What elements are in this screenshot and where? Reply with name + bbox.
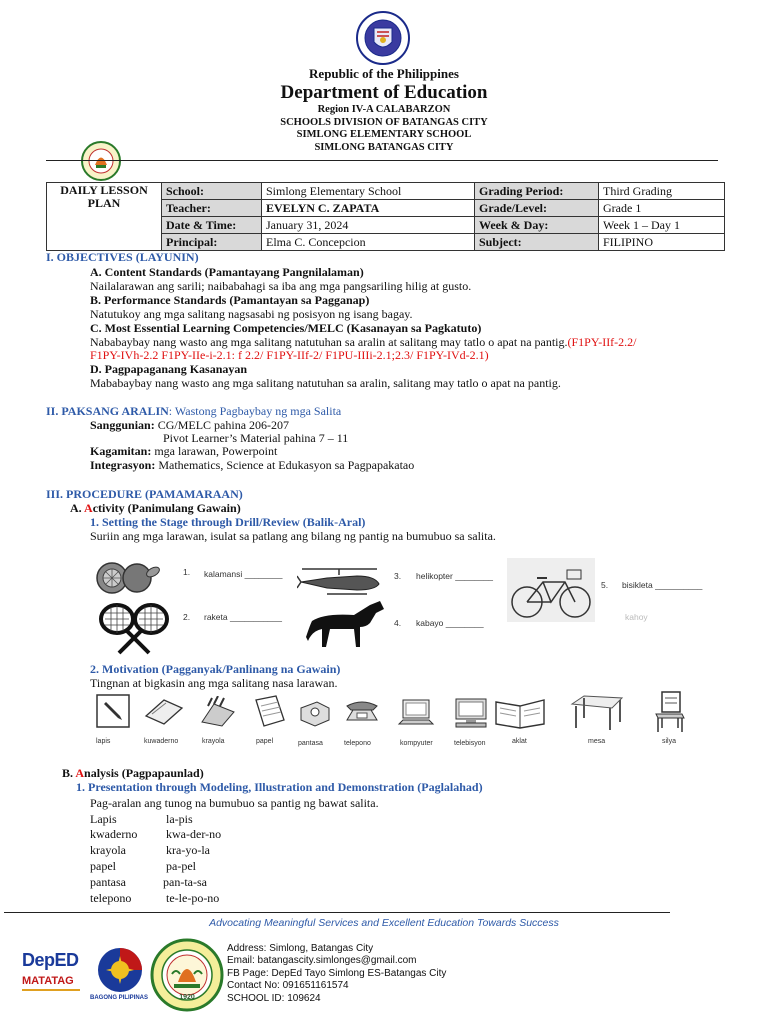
footer-fb-page: FB Page: DepEd Tayo Simlong ES-Batangas City: [227, 967, 447, 979]
performance-standards-heading: B. Performance Standards (Pamantayan sa Pagganap): [90, 293, 370, 307]
deped-logo-text: DepED: [22, 950, 79, 970]
aklat-icon: [494, 694, 546, 730]
school-value: Simlong Elementary School: [262, 183, 475, 200]
motiv-label-lapis: lapis: [96, 738, 111, 745]
motiv-label-aklat: aklat: [512, 738, 527, 745]
header-republic: Republic of the Philippines: [309, 66, 459, 81]
bagong-pilipinas-icon: [96, 946, 144, 994]
drill-text: Suriin ang mga larawan, isulat sa patlang ang bilang ng pantig na bumubuo sa salita.: [90, 529, 496, 543]
school-seal-icon: [77, 140, 125, 182]
activity-rest: ctivity (Panimulang Gawain): [92, 501, 241, 515]
footer-address: Address: Simlong, Batangas City: [227, 943, 374, 954]
drill-num-1: 1.: [183, 567, 191, 577]
motiv-label-kompyuter: kompyuter: [400, 740, 433, 747]
date-time-value: January 31, 2024: [262, 217, 475, 234]
header-department: Department of Education: [280, 82, 488, 103]
sanggunian-label: Sanggunian:: [90, 418, 155, 432]
kagamitan-line: [90, 444, 277, 459]
telebisyon-icon: [452, 697, 490, 729]
footer-slogan: Advocating Meaningful Services and Excellent Education Towards Success: [209, 917, 559, 929]
analysis-letter: A: [75, 766, 85, 780]
syllable-word-1: Lapis: [90, 812, 117, 826]
activity-prefix: A.: [70, 501, 85, 515]
integrasyon-text: Mathematics, Science at Edukasyon sa Pagpapakatao: [155, 458, 415, 472]
integrasyon-label: Integrasyon:: [90, 458, 156, 472]
melc-heading: C. Most Essential Learning Competencies/MELC (Kasanayan sa Pagkatuto): [90, 321, 482, 335]
syllable-word-4: papel: [90, 859, 116, 873]
syllable-word-2: kwaderno: [90, 827, 138, 841]
papel-icon: [252, 694, 288, 728]
syllable-split-3: kra-yo-la: [166, 843, 210, 857]
melc-codes-1: (F1PY-IIf-2.2/: [567, 335, 637, 349]
drill-label-helikopter: helikopter ________: [416, 571, 494, 581]
syllable-split-1: la-pis: [166, 812, 193, 826]
principal-label: Principal:: [162, 234, 262, 251]
raketa-icon: [95, 601, 175, 655]
kagamitan-label: Kagamitan:: [90, 444, 152, 458]
melc-text-body: Nababaybay nang wasto ang mga salitang natutuhan sa aralin at salitang may tatlo o apat na pantig.: [90, 335, 568, 349]
footer-divider: [4, 912, 670, 913]
melc-codes-2: F1PY-IVh-2.2 F1PY-IIe-i-2.1: f 2.2/ F1PY-IIf-2/ F1PU-IIIi-2.1;2.3/ F1PY-IVd-2.1): [90, 348, 489, 362]
header-school: SIMLONG ELEMENTARY SCHOOL: [296, 129, 472, 140]
teacher-label: Teacher:: [162, 200, 262, 217]
krayola-icon: [198, 696, 238, 728]
syllable-word-5: pantasa: [90, 875, 126, 889]
syllable-split-5: pan-ta-sa: [163, 875, 207, 889]
activity-letter: A: [84, 501, 93, 515]
procedure-heading: III. PROCEDURE (PAMAMARAAN): [46, 487, 243, 501]
analysis-prefix: B.: [62, 766, 76, 780]
syllable-split-6: te-le-po-no: [166, 891, 220, 905]
analysis-heading: [62, 766, 204, 781]
performance-standards-text: Natutukoy ang mga salitang nagsasabi ng posisyon ng isang bagay.: [90, 307, 413, 321]
daily-lesson-plan-label: DAILY LESSON PLAN: [47, 183, 162, 251]
horse-icon: [304, 597, 392, 651]
deped-seal-icon: [350, 10, 416, 66]
header-division: SCHOOLS DIVISION OF BATANGAS CITY: [280, 116, 488, 128]
footer-contact-number: Contact No: 091651161574: [227, 980, 349, 992]
header-city: SIMLONG BATANGAS CITY: [314, 141, 454, 153]
motiv-label-kuwaderno: kuwaderno: [144, 738, 179, 745]
paksa-heading: [46, 404, 341, 419]
footer-contact-block: [227, 943, 446, 1005]
motiv-label-krayola: krayola: [202, 738, 225, 745]
bagong-pilipinas-text: BAGONG PILIPINAS: [90, 995, 149, 1001]
drill-num-3: 3.: [394, 571, 402, 581]
grade-level-label: Grade/Level:: [475, 200, 599, 217]
subject-label: Subject:: [475, 234, 599, 251]
school-label: School:: [162, 183, 262, 200]
drill-num-5: 5.: [601, 580, 609, 590]
week-day-value: Week 1 – Day 1: [599, 217, 725, 234]
objectives-heading: I. OBJECTIVES (LAYUNIN): [46, 250, 199, 264]
paksa-heading-label: II. PAKSANG ARALIN: [46, 404, 169, 418]
lesson-info-table: [46, 182, 725, 251]
teacher-value: EVELYN C. ZAPATA: [262, 200, 475, 217]
integrasyon-line: [90, 458, 414, 473]
grading-period-value: Third Grading: [599, 183, 725, 200]
motiv-label-telepono: telepono: [344, 740, 371, 747]
mesa-icon: [570, 694, 624, 732]
content-standards-text: Nailalarawan ang sarili; naibabahagi sa iba ang mga pangsariling hilig at gusto.: [90, 279, 472, 293]
drill-label-kabayo: kabayo ________: [416, 618, 484, 628]
motiv-label-papel: papel: [256, 738, 274, 745]
content-standards-heading: A. Content Standards (Pamantayang Pangnilalaman): [90, 265, 364, 279]
drill-num-2: 2.: [183, 612, 191, 622]
paksa-topic: : Wastong Pagbaybay ng mga Salita: [168, 404, 342, 418]
drill-label-bisikleta: bisikleta __________: [622, 580, 703, 590]
kalamansi-icon: [95, 558, 161, 598]
silya-icon: [652, 690, 688, 734]
sanggunian-text-2: Pivot Learner’s Material pahina 7 – 11: [163, 431, 349, 445]
principal-value: Elma C. Concepcion: [262, 234, 475, 251]
syllable-split-2: kwa-der-no: [166, 827, 222, 841]
pantasa-icon: [297, 698, 333, 728]
footer-email: Email: batangascity.simlonges@gmail.com: [227, 955, 417, 967]
matatag-underline: [22, 989, 80, 991]
lapis-icon: [96, 694, 130, 728]
header-region: Region IV-A CALABARZON: [317, 104, 451, 115]
activity-heading: [70, 501, 241, 516]
helicopter-icon: [297, 564, 387, 598]
footer-school-id: SCHOOL ID: 109624: [227, 992, 321, 1004]
analysis-rest: nalysis (Pagpapaunlad): [84, 766, 204, 780]
motiv-label-telebisyon: telebisyon: [454, 740, 486, 747]
grading-period-label: Grading Period:: [475, 183, 599, 200]
bicycle-icon: [507, 558, 595, 622]
enabling-skills-heading: D. Pagpapaganang Kasanayan: [90, 362, 248, 376]
grade-level-value: Grade 1: [599, 200, 725, 217]
drill-num-4: 4.: [394, 618, 402, 628]
telepono-icon: [343, 698, 381, 728]
motivation-text: Tingnan at bigkasin ang mga salitang nasa larawan.: [90, 676, 338, 690]
deped-matatag-logo: [22, 950, 90, 1010]
presentation-heading: 1. Presentation through Modeling, Illustration and Demonstration (Paglalahad): [76, 780, 483, 794]
kagamitan-text: mga larawan, Powerpoint: [151, 444, 278, 458]
syllable-word-6: telepono: [90, 891, 132, 905]
syllable-split-4: pa-pel: [166, 859, 196, 873]
drill-heading: 1. Setting the Stage through Drill/Review (Balik-Aral): [90, 515, 366, 529]
sanggunian-text: CG/MELC pahina 206-207: [154, 418, 290, 432]
date-time-label: Date & Time:: [162, 217, 262, 234]
school-seal-year: 1920: [179, 994, 195, 1001]
subject-value: FILIPINO: [599, 234, 725, 251]
week-day-label: Week & Day:: [475, 217, 599, 234]
presentation-text: Pag-aralan ang tunog na bumubuo sa pantig ng bawat salita.: [90, 796, 379, 810]
motiv-label-silya: silya: [662, 738, 677, 745]
kompyuter-icon: [397, 698, 437, 728]
syllable-word-3: krayola: [90, 843, 126, 857]
drill-label-kalamansi: kalamansi ________: [204, 569, 283, 579]
header-divider: [46, 160, 718, 161]
kuwaderno-icon: [144, 696, 184, 726]
enabling-skills-text: Mababaybay nang wasto ang mga salitang natutuhan sa aralin, salitang may tatlo o apat na pantig.: [90, 376, 561, 390]
drill-label-raketa: raketa ___________: [204, 612, 282, 622]
matatag-logo-text: MATATAG: [22, 975, 74, 987]
motiv-label-pantasa: pantasa: [298, 740, 323, 747]
motivation-heading: 2. Motivation (Pagganyak/Panlinang na Gawain): [90, 662, 341, 676]
motiv-label-mesa: mesa: [588, 738, 606, 745]
drill-label-faded: kahoy: [625, 612, 648, 622]
